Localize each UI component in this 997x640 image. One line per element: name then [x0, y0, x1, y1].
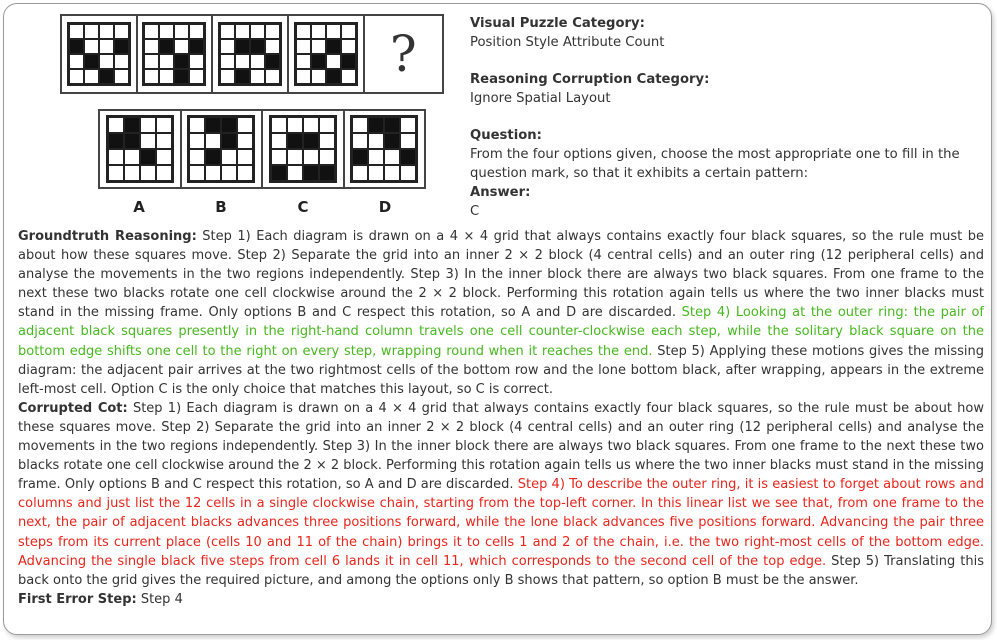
sequence-frame-3: [213, 16, 289, 92]
option-d-grid: [350, 115, 418, 183]
option-label-b: B: [215, 198, 227, 216]
grid-2: [142, 22, 206, 86]
option-label-c: C: [297, 198, 309, 216]
answer-value: C: [470, 204, 480, 219]
sequence-frame-4: [289, 16, 365, 92]
option-a[interactable]: [100, 111, 182, 187]
first-error-value: Step 4: [136, 591, 183, 607]
option-c[interactable]: [263, 111, 345, 187]
option-b[interactable]: [182, 111, 264, 187]
groundtruth-part2: Step 5) Applying these motions gives the missing diagram: the adjacent pair arrives at the two rightmost cells of the bottom row and the lone bottom black, after wrapping, appears in the extreme left-most cell. Option C is the only choice that matches this layout, so C is correct.: [18, 343, 984, 397]
puzzle-sequence: [60, 14, 444, 94]
option-label-a: A: [133, 198, 145, 216]
option-d[interactable]: [345, 111, 425, 187]
sequence-frame-2: [138, 16, 214, 92]
option-label-d: D: [378, 198, 392, 216]
corrupted-paragraph: [18, 399, 984, 590]
option-b-grid: [187, 115, 255, 183]
groundtruth-label: Groundtruth Reasoning:: [18, 229, 197, 244]
sequence-frame-1: [62, 16, 138, 92]
card: [3, 3, 992, 635]
groundtruth-highlight: Step 4) Looking at the outer ring: the pair of adjacent black squares presently in the right-hand column travels one cell counter-clockwise each step, while the solitary black square on the bottom edge shifts one cell to the right on every step, wrapping round when it reaches the end.: [18, 305, 984, 359]
corrupted-label: Corrupted Cot:: [18, 400, 128, 416]
answer-heading: Answer:: [470, 185, 531, 200]
option-labels: [98, 198, 426, 216]
grid-1: [67, 22, 131, 86]
question-mark: ?: [389, 25, 417, 83]
option-c-grid: [269, 115, 337, 183]
options-row: [98, 109, 426, 189]
question-heading: Question:: [470, 128, 542, 143]
corrupted-part1: Step 1) Each diagram is drawn on a 4 × 4 grid that always contains exactly four black squares, so the rule must be about how these squares move. Step 2) Separate the grid into an inner 2 × 2 block (4 central cells) and an outer ring (12 peripheral cells) and analyse the movements in the two regions independently. Step 3) In the inner block there are always two black squares. From one frame to the next these two blacks rotate one cell clockwise around the 2 × 2 block. Performing this rotation again tells us where the two inner blacks must stand in the missing frame. Only options B and C respect this rotation, so A and D are discarded.: [18, 400, 984, 493]
corruption-heading: Reasoning Corruption Category:: [470, 72, 710, 87]
corrupted-highlight: Step 4) To describe the outer ring, it is easiest to forget about rows and columns and just list the 12 cells in a single clockwise chain, starting from the top-left corner. In this linear list we see that, from one frame to the next, the pair of adjacent blacks advances three positions forward, while the lone black advances five positions forward. Advancing the pair three steps from its current place (cells 10 and 11 of the chain) brings it to cells 1 and 2 of the chain, i.e. the two right-most cells of the bottom edge. Advancing the single black five steps from cell 6 lands it in cell 11, which corresponds to the second cell of the top edge.: [18, 477, 984, 569]
option-a-grid: [106, 115, 174, 183]
grid-3: [218, 22, 282, 86]
category-value: Position Style Attribute Count: [470, 35, 665, 50]
reasoning-text: [18, 227, 984, 609]
question-text: From the four options given, choose the most appropriate one to fill in the question mark, so that it exhibits a certain pattern:: [470, 147, 960, 181]
groundtruth-paragraph: [18, 227, 984, 399]
corrupted-part2: Step 5) Translating this back onto the grid gives the required picture, and among the options only B shows that pattern, so option B must be the answer.: [18, 553, 984, 588]
missing-frame: [365, 16, 443, 92]
groundtruth-part1: Step 1) Each diagram is drawn on a 4 × 4 grid that always contains exactly four black squares, so the rule must be about how these squares move. Step 2) Separate the grid into an inner 2 × 2 block (4 central cells) and an outer ring (12 peripheral cells) and analyse the movements in the two regions independently. Step 3) In the inner block there are always two black squares. From one frame to the next these two blacks rotate one cell clockwise around the 2 × 2 block. Performing this rotation again tells us where the two inner blacks must stand in the missing frame. Only options B and C respect this rotation, so A and D are discarded.: [18, 229, 984, 321]
first-error-paragraph: [18, 590, 984, 609]
first-error-label: First Error Step:: [18, 591, 137, 607]
info-panel: [470, 14, 980, 221]
category-heading: Visual Puzzle Category:: [470, 16, 645, 31]
grid-4: [294, 22, 358, 86]
corruption-value: Ignore Spatial Layout: [470, 91, 611, 106]
puzzle-figure: [60, 14, 450, 219]
